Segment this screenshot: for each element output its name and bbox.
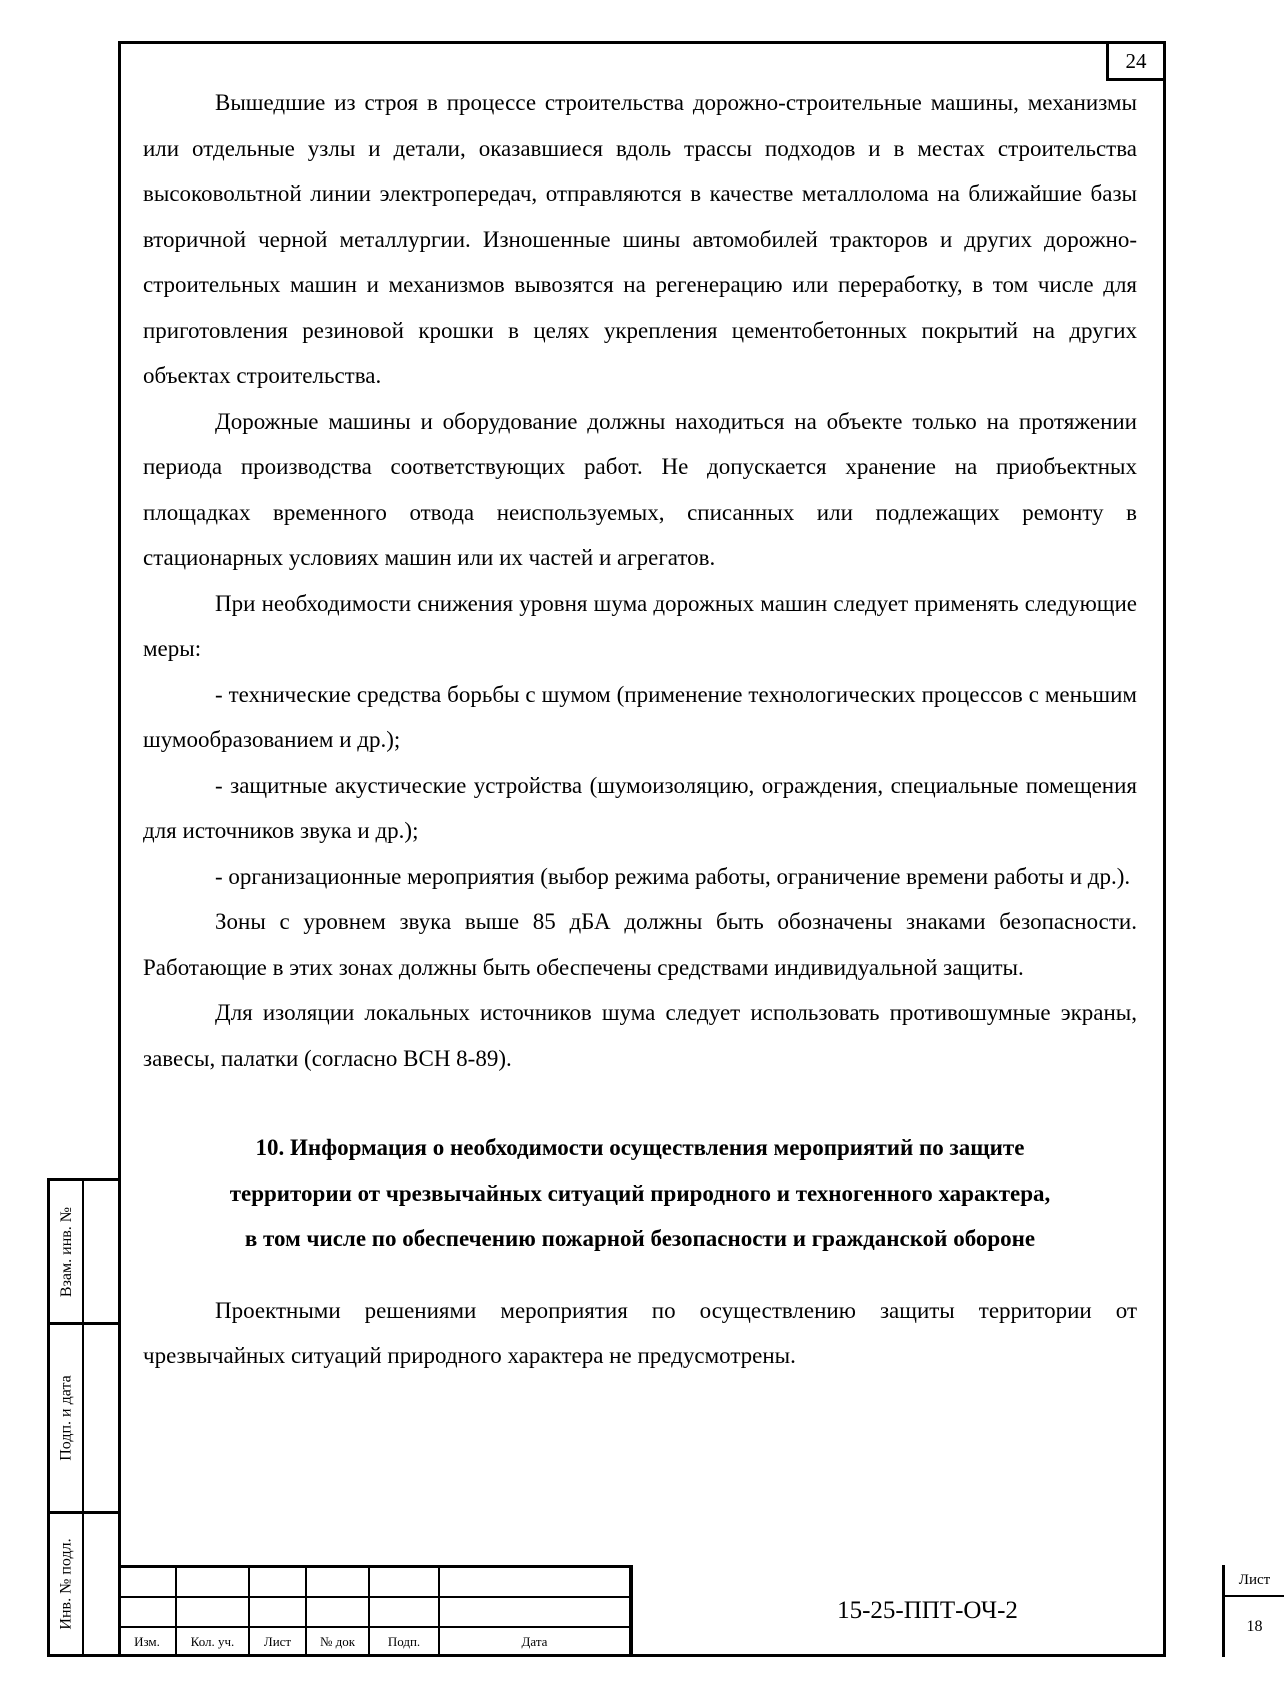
paragraph: Дорожные машины и оборудование должны находиться на объекте только на протяжении периода производства соответствующих работ. Не допускается хранение на приобъектных площадках временного отвода неиспользуемых, списанных или подлежащих ремонту в стационарных условиях машин или их частей и агрегатов. — [143, 408, 1137, 570]
tb-cell — [369, 1565, 439, 1597]
tb-cell — [118, 1597, 176, 1627]
tb-cell — [249, 1565, 306, 1597]
tb-cell — [439, 1597, 630, 1627]
tb-cell — [439, 1565, 630, 1597]
tb-cell — [306, 1565, 369, 1597]
list-item: - технические средства борьбы с шумом (применение технологических процессов с меньшим шумообразованием и др.); — [143, 681, 1137, 752]
tb-cell — [369, 1597, 439, 1627]
tb-cell — [118, 1565, 176, 1597]
document-body — [143, 80, 1137, 1379]
side-label-podp: Подп. и дата — [58, 1375, 76, 1461]
tb-header-kol-uch: Кол. уч. — [176, 1627, 249, 1657]
section-paragraph: Проектными решениями мероприятия по осуществлению защиты территории от чрезвычайных ситуаций природного характера не предусмотрены. — [143, 1297, 1137, 1368]
list-item: - защитные акустические устройства (шумоизоляцию, ограждения, специальные помещения для источников звука и др.); — [143, 772, 1137, 843]
tb-header-doc: № док — [306, 1627, 369, 1657]
side-stamp-podp — [47, 1322, 118, 1514]
tb-header-list: Лист — [249, 1627, 306, 1657]
sheet-box — [1222, 1565, 1284, 1657]
paragraph: При необходимости снижения уровня шума дорожных машин следует применять следующие меры: — [143, 590, 1137, 661]
side-label-vzam: Взам. инв. № — [58, 1206, 76, 1297]
tb-cell — [176, 1597, 249, 1627]
section-heading — [143, 1125, 1137, 1262]
side-stamp-vzam — [47, 1178, 118, 1325]
tb-header-podp: Подп. — [369, 1627, 439, 1657]
paragraph: Вышедшие из строя в процессе строительства дорожно-строительные машины, механизмы или отдельные узлы и детали, оказавшиеся вдоль трассы подходов и в местах строительства высоковольтной линии электропередач, отправляются в качестве металлолома на ближайшие базы вторичной черной металлургии. Изношенные шины автомобилей тракторов и других дорожно-строительных машин и механизмов вывозятся на регенерацию или переработку, в том числе для приготовления резиновой крошки в целях укрепления цементобетонных покрытий на других объектах строительства. — [143, 90, 1137, 388]
page-number: 24 — [1106, 41, 1166, 81]
section-heading-line: 10. Информация о необходимости осуществления мероприятий по защите — [255, 1135, 1025, 1160]
sheet-label: Лист — [1225, 1565, 1284, 1597]
title-block — [118, 1565, 1271, 1657]
paragraph: Зоны с уровнем звука выше 85 дБА должны быть обозначены знаками безопасности. Работающие в этих зонах должны быть обеспечены средствами индивидуальной защиты. — [143, 909, 1137, 980]
section-heading-line: территории от чрезвычайных ситуаций природного и техногенного характера, — [229, 1180, 1051, 1206]
tb-cell — [249, 1597, 306, 1627]
tb-header-izm: Изм. — [118, 1627, 176, 1657]
side-stamp-inv — [47, 1511, 118, 1657]
side-label-inv: Инв. № подл. — [58, 1538, 76, 1630]
tb-cell — [306, 1597, 369, 1627]
tb-header-data: Дата — [439, 1627, 630, 1657]
document-code: 15-25-ППТ-ОЧ-2 — [630, 1565, 1222, 1657]
tb-cell — [176, 1565, 249, 1597]
sheet-number: 18 — [1246, 1618, 1263, 1635]
paragraph: Для изоляции локальных источников шума следует использовать противошумные экраны, завесы, палатки (согласно ВСН 8-89). — [143, 1000, 1137, 1071]
section-heading-line: в том числе по обеспечению пожарной безопасности и гражданской обороне — [244, 1226, 1036, 1251]
list-item: - организационные мероприятия (выбор режима работы, ограничение времени работы и др.). — [215, 863, 1131, 889]
